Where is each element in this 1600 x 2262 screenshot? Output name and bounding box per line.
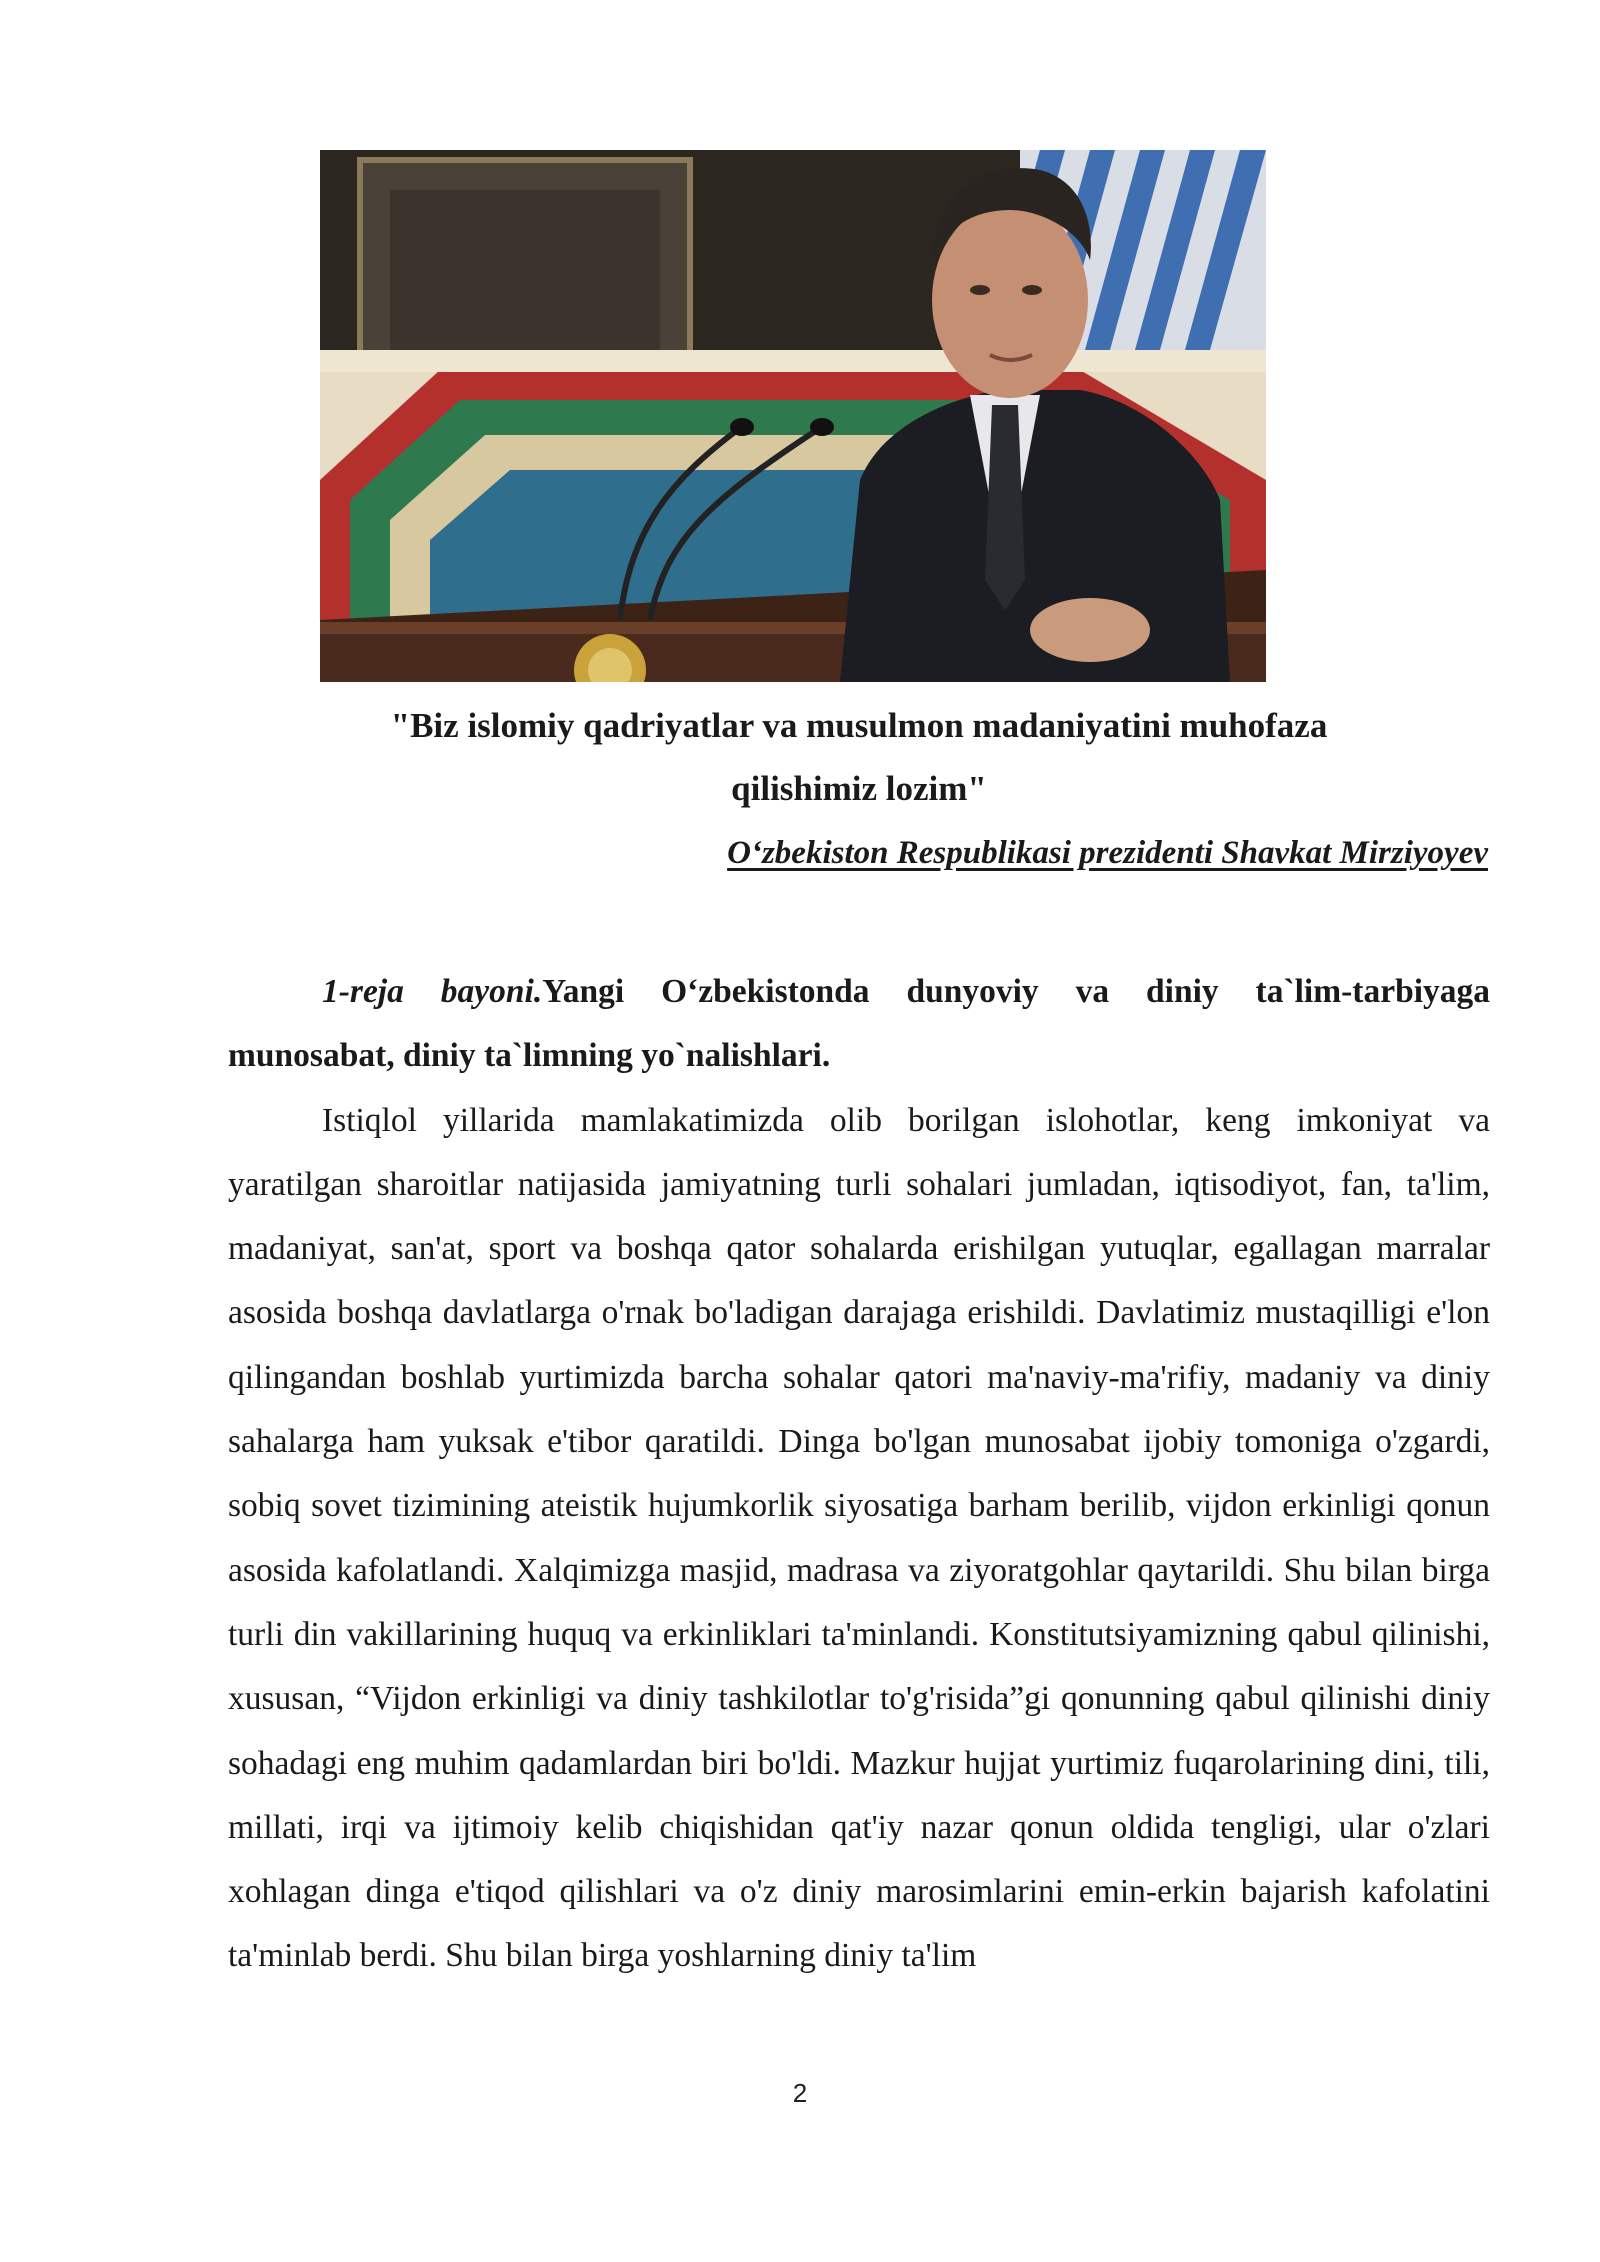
- page-number: 2: [792, 2078, 808, 2108]
- section-lead: 1-reja bayoni.: [322, 973, 543, 1010]
- document-body: [228, 960, 1490, 1989]
- epigraph-attribution: O‘zbekiston Respublikasi prezidenti Shavkat Mirziyoyev: [727, 835, 1488, 871]
- body-paragraph: Istiqlol yillarida mamlakatimizda olib borilgan islohotlar, keng imkoniyat va yaratilgan sharoitlar natijasida jamiyatning turli sohalari jumladan, iqtisodiyot, fan, ta'lim, madaniyat, san'at, sport va boshqa qator sohalarda erishilgan yutuqlar, egallagan marralar asosida boshqa davlatlarga o'rnak bo'ladigan darajaga erishildi. Davlatimiz mustaqilligi e'lon qilingandan boshlab yurtimizda barcha sohalar qatori ma'naviy-ma'rifiy, madaniy va diniy sahalarga ham yuksak e'tibor qaratildi. Dinga bo'lgan munosabat ijobiy tomoniga o'zgardi, sobiq sovet tizimining ateistik hujumkorlik siyosatiga barham berilib, vijdon erkinligi qonun asosida kafolatlandi. Xalqimizga masjid, madrasa va ziyoratgohlar qaytarildi. Shu bilan birga turli din vakillarining huquq va erkinliklari ta'minlandi. Konstitutsiyamizning qabul qilinishi, xususan, “Vijdon erkinligi va diniy tashkilotlar to'g'risida”gi qonunning qabul qilinishi diniy sohadagi eng muhim qadamlardan biri bo'ldi. Mazkur hujjat yurtimiz fuqarolarining dini, tili, millati, irqi va ijtimoiy kelib chiqishidan qat'iy nazar qonun oldida tengligi, ular o'zlari xohlagan dinga e'tiqod qilishlari va o'z diniy marosimlarini emin-erkin bajarish kafolatini ta'minlab berdi. Shu bilan birga yoshlarning diniy ta'lim: [228, 1101, 1490, 1975]
- epigraph-quote-line1: "Biz islomiy qadriyatlar va musulmon madaniyatini muhofaza: [390, 706, 1328, 745]
- section-heading-text: Yangi O‘zbekistonda dunyoviy va diniy ta`lim-tarbiyaga munosabat, diniy ta`limning yo`nalishlari.: [228, 973, 1491, 1075]
- epigraph-quote-line2: qilishimiz lozim": [731, 769, 987, 808]
- speaker-at-podium-image: [320, 150, 1266, 682]
- speaker-photo: [320, 150, 1266, 682]
- section-heading: [228, 960, 1490, 1089]
